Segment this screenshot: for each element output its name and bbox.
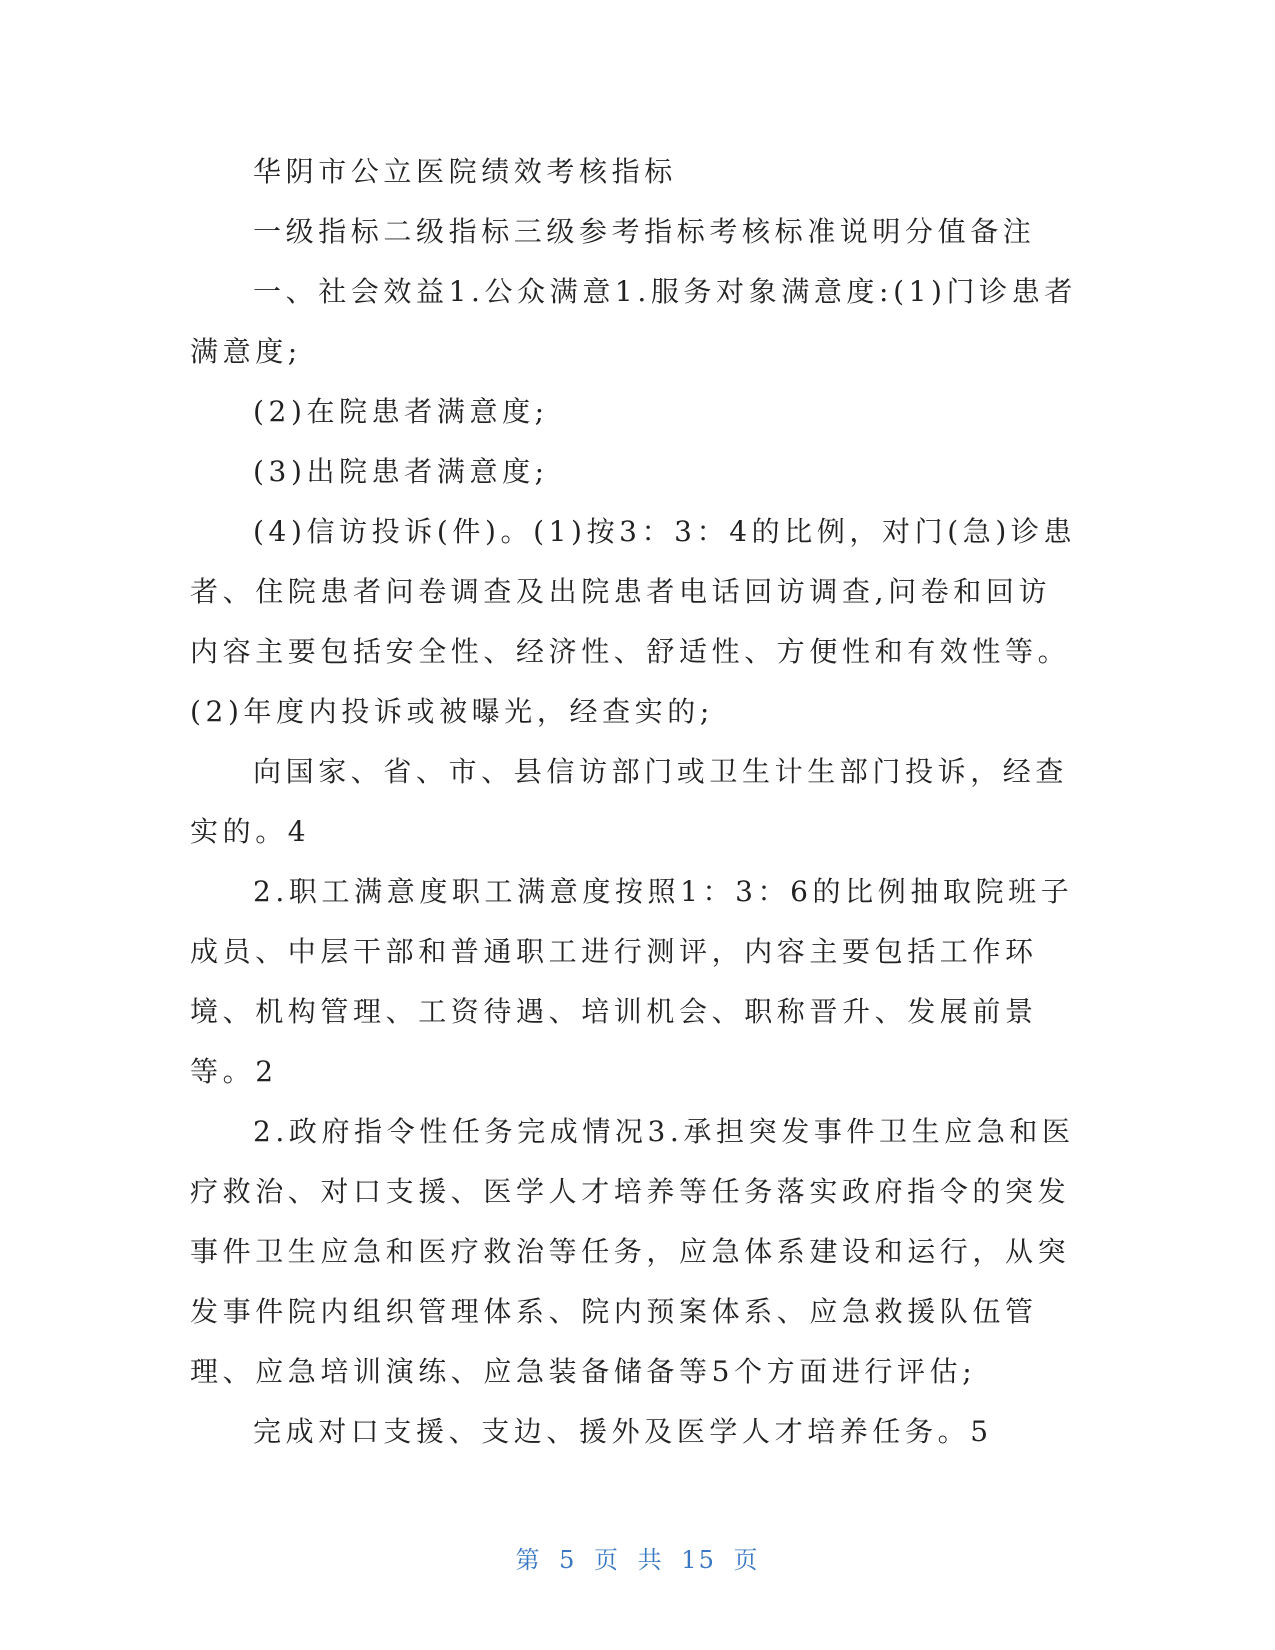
- document-title: 华阴市公立医院绩效考核指标: [253, 155, 677, 188]
- table-header-line: 一级指标二级指标三级参考指标考核标准说明分值备注: [253, 215, 1036, 248]
- paragraph: (4)信访投诉(件)。(1)按3：3：4的比例，对门(急)诊患者、住院患者问卷调查及出院患者电话回访调查,问卷和回访内容主要包括安全性、经济性、舒适性、方便性和有效性等。(2)年度内投诉或被曝光，经查实的;: [190, 515, 1077, 728]
- paragraph: 完成对口支援、支边、援外及医学人才培养任务。5: [253, 1415, 993, 1448]
- document-body: [190, 142, 1080, 1462]
- paragraph: 2.职工满意度职工满意度按照1：3：6的比例抽取院班子成员、中层干部和普通职工进行测评，内容主要包括工作环境、机构管理、工资待遇、培训机会、职称晋升、发展前景等。2: [190, 875, 1074, 1088]
- paragraph: (3)出院患者满意度;: [253, 455, 549, 488]
- paragraph: 向国家、省、市、县信访部门或卫生计生部门投诉，经查实的。4: [190, 755, 1069, 848]
- paragraph: (2)在院患者满意度;: [253, 395, 549, 428]
- paragraph: 一、社会效益1.公众满意1.服务对象满意度:(1)门诊患者满意度;: [190, 275, 1077, 368]
- paragraph: 2.政府指令性任务完成情况3.承担突发事件卫生应急和医疗救治、对口支援、医学人才培养等任务落实政府指令的突发事件卫生应急和医疗救治等任务，应急体系建设和运行，从突发事件院内组织管理体系、院内预案体系、应急救援队伍管理、应急培训演练、应急装备储备等5个方面进行评估;: [190, 1115, 1075, 1388]
- page-number-footer: 第 5 页 共 15 页: [515, 1546, 760, 1574]
